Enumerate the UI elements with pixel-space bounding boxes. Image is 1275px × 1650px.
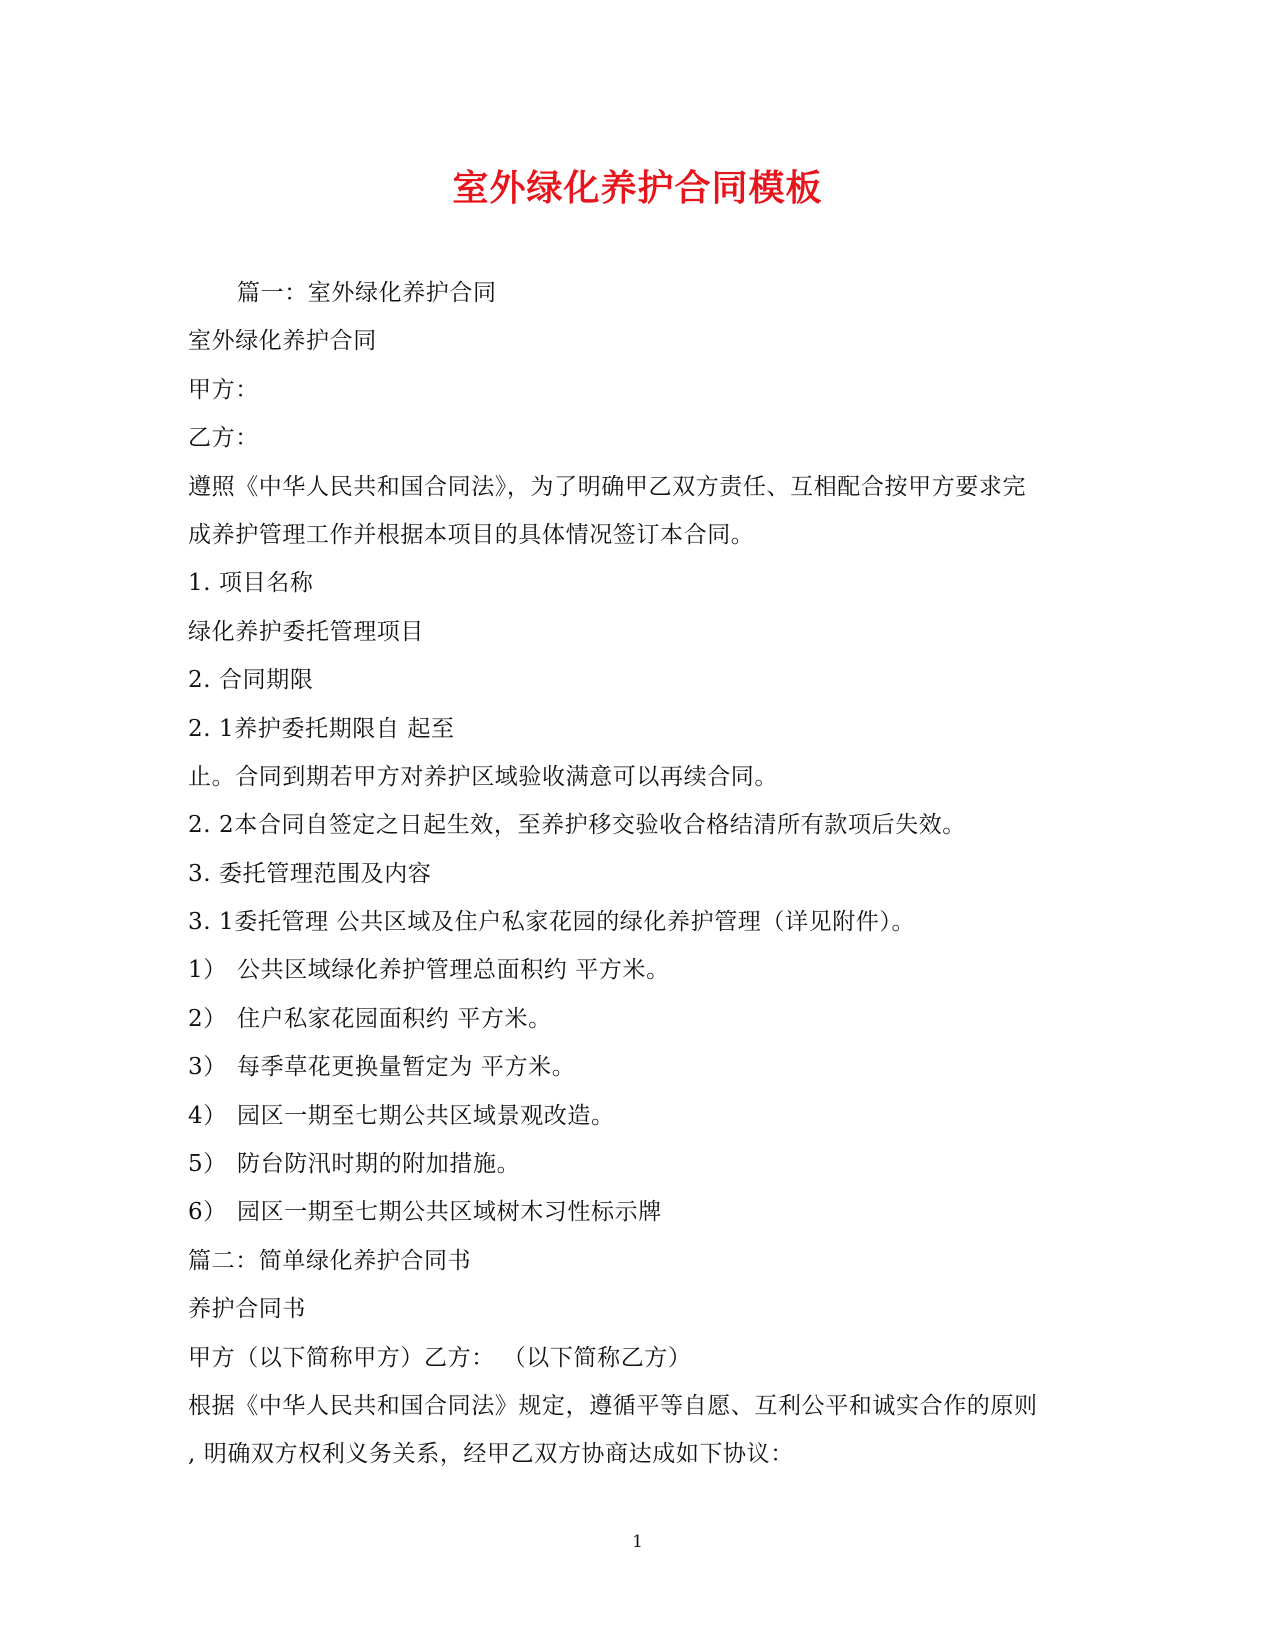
document-body bbox=[188, 278, 1088, 1488]
line-text: 乙方： bbox=[188, 425, 259, 452]
list-number: 1） bbox=[188, 957, 227, 984]
paragraph-line bbox=[188, 907, 1088, 955]
line-text: 2. 1养护委托期限自 起至 bbox=[188, 715, 455, 742]
list-item bbox=[188, 955, 1088, 1003]
clause-heading bbox=[188, 568, 1088, 616]
line-text: 甲方： bbox=[188, 376, 259, 403]
line-text: 篇一：室外绿化养护合同 bbox=[237, 280, 497, 306]
list-item bbox=[188, 1004, 1088, 1052]
contract-name bbox=[188, 326, 1088, 374]
list-number: 2） bbox=[188, 1005, 227, 1032]
party-b-field bbox=[188, 423, 1088, 471]
line-text: 养护合同书 bbox=[188, 1296, 306, 1323]
list-item bbox=[188, 1052, 1088, 1100]
line-text: 园区一期至七期公共区域树木习性标示牌 bbox=[237, 1199, 662, 1226]
clause-heading bbox=[188, 859, 1088, 907]
page-number: 1 bbox=[632, 1532, 643, 1552]
paragraph-line bbox=[188, 617, 1088, 665]
line-text: 止。合同到期若甲方对养护区域验收满意可以再续合同。 bbox=[188, 763, 778, 790]
line-text: 3. 委托管理范围及内容 bbox=[188, 860, 432, 887]
line-text: 遵照《中华人民共和国合同法》，为了明确甲乙双方责任、互相配合按甲方要求完 bbox=[188, 473, 1027, 500]
paragraph-line bbox=[188, 472, 1088, 520]
line-text: 1. 项目名称 bbox=[188, 570, 314, 597]
line-text: 3. 1委托管理 公共区域及住户私家花园的绿化养护管理（详见附件）。 bbox=[188, 909, 916, 936]
line-text: 甲方（以下简称甲方）乙方： （以下简称乙方） bbox=[188, 1344, 692, 1371]
list-number: 4） bbox=[188, 1102, 227, 1129]
party-a-field bbox=[188, 375, 1088, 423]
line-text: 2. 合同期限 bbox=[188, 667, 314, 694]
line-text: 室外绿化养护合同 bbox=[188, 328, 377, 355]
line-text: 每季草花更换量暂定为 平方米。 bbox=[237, 1054, 576, 1081]
list-number: 6） bbox=[188, 1199, 227, 1226]
line-text: 2. 2本合同自签定之日起生效，至养护移交验收合格结清所有款项后失效。 bbox=[188, 812, 966, 839]
paragraph-line bbox=[188, 1439, 1088, 1487]
line-text: 成养护管理工作并根据本项目的具体情况签订本合同。 bbox=[188, 521, 755, 548]
list-item bbox=[188, 1149, 1088, 1197]
line-text: 根据《中华人民共和国合同法》规定，遵循平等自愿、互利公平和诚实合作的原则 bbox=[188, 1392, 1038, 1419]
line-text: 住户私家花园面积约 平方米。 bbox=[237, 1005, 552, 1032]
line-text: , 明确双方权利义务关系，经甲乙双方协商达成如下协议： bbox=[188, 1441, 794, 1468]
clause-heading bbox=[188, 665, 1088, 713]
line-text: 公共区域绿化养护管理总面积约 平方米。 bbox=[237, 957, 670, 984]
list-item bbox=[188, 1101, 1088, 1149]
line-text: 绿化养护委托管理项目 bbox=[188, 618, 424, 645]
parties-line bbox=[188, 1343, 1088, 1391]
line-text: 防台防汛时期的附加措施。 bbox=[237, 1151, 521, 1178]
paragraph-line bbox=[188, 714, 1088, 762]
line-text: 园区一期至七期公共区域景观改造。 bbox=[237, 1102, 615, 1129]
line-text: 篇二：简单绿化养护合同书 bbox=[188, 1247, 472, 1274]
paragraph-line bbox=[188, 520, 1088, 568]
list-item bbox=[188, 1197, 1088, 1245]
paragraph-line bbox=[188, 762, 1088, 810]
contract-name bbox=[188, 1294, 1088, 1342]
paragraph-line bbox=[188, 810, 1088, 858]
section-heading-2 bbox=[188, 1246, 1088, 1294]
list-number: 5） bbox=[188, 1151, 227, 1178]
section-heading-1 bbox=[188, 278, 1088, 326]
document-title: 室外绿化养护合同模板 bbox=[452, 167, 823, 209]
paragraph-line bbox=[188, 1391, 1088, 1439]
list-number: 3） bbox=[188, 1054, 227, 1081]
